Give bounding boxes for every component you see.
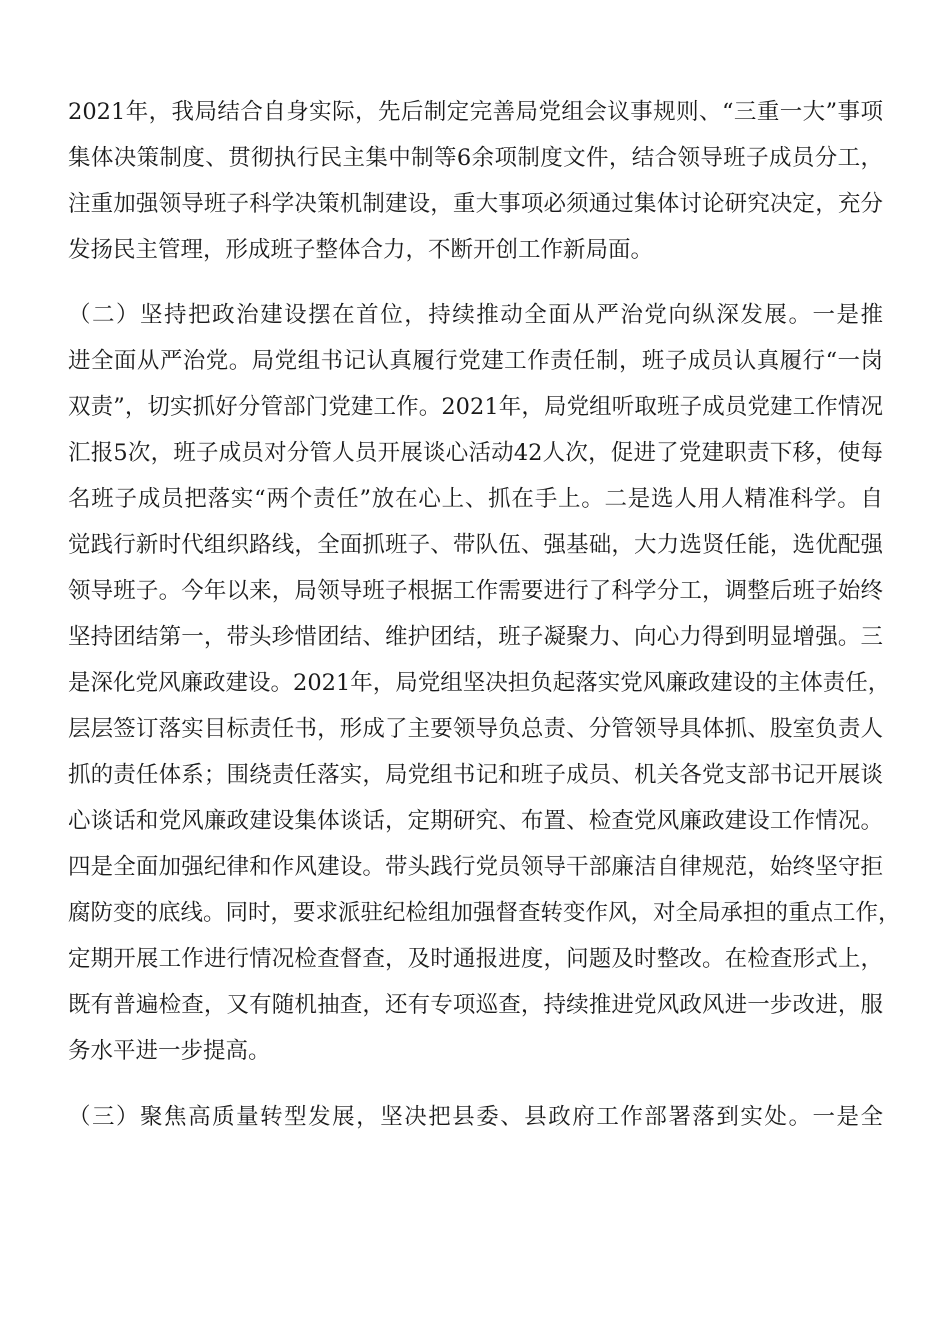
text-line: 四是全面加强纪律和作风建设。带头践行党员领导干部廉洁自律规范，始终坚守拒 bbox=[68, 854, 883, 880]
text-line: 务水平进一步提高。 bbox=[68, 1038, 271, 1064]
text-line: 2021年，我局结合自身实际，先后制定完善局党组会议事规则、“三重一大”事项 bbox=[68, 99, 883, 125]
text-line: 双责”，切实抓好分管部门党建工作。2021年，局党组听取班子成员党建工作情况 bbox=[68, 394, 883, 420]
text-line: 心谈话和党风廉政建设集体谈话，定期研究、布置、检查党风廉政建设工作情况。 bbox=[68, 808, 883, 834]
text-line: 觉践行新时代组织路线，全面抓班子、带队伍、强基础，大力选贤任能，选优配强 bbox=[68, 532, 883, 558]
text-line: 坚持团结第一，带头珍惜团结、维护团结，班子凝聚力、向心力得到明显增强。三 bbox=[68, 624, 883, 650]
text-line: 是深化党风廉政建设。2021年，局党组坚决担负起落实党风廉政建设的主体责任， bbox=[68, 670, 891, 696]
text-line: 抓的责任体系；围绕责任落实，局党组书记和班子成员、机关各党支部书记开展谈 bbox=[68, 762, 883, 788]
paragraph-first-line: （三）聚焦高质量转型发展，坚决把县委、县政府工作部署落到实处。一是全 bbox=[68, 1104, 883, 1130]
text-line: 既有普遍检查，又有随机抽查，还有专项巡查，持续推进党风政风进一步改进，服 bbox=[68, 992, 883, 1018]
text-line: 层层签订落实目标责任书，形成了主要领导负总责、分管领导具体抓、股室负责人 bbox=[68, 716, 883, 742]
text-line: 汇报5次，班子成员对分管人员开展谈心活动42人次，促进了党建职责下移，使每 bbox=[68, 440, 883, 466]
text-line: 腐防变的底线。同时，要求派驻纪检组加强督查转变作风，对全局承担的重点工作， bbox=[68, 900, 901, 926]
text-line: 注重加强领导班子科学决策机制建设，重大事项必须通过集体讨论研究决定，充分 bbox=[68, 191, 883, 217]
text-line: 定期开展工作进行情况检查督查，及时通报进度，问题及时整改。在检查形式上， bbox=[68, 946, 883, 972]
text-line: 集体决策制度、贯彻执行民主集中制等6余项制度文件，结合领导班子成员分工， bbox=[68, 145, 883, 171]
text-line: 进全面从严治党。局党组书记认真履行党建工作责任制，班子成员认真履行“一岗 bbox=[68, 348, 883, 374]
paragraph-first-line: （二）坚持把政治建设摆在首位，持续推动全面从严治党向纵深发展。一是推 bbox=[68, 302, 883, 328]
text-line: 发扬民主管理，形成班子整体合力，不断开创工作新局面。 bbox=[68, 237, 654, 263]
text-line: 领导班子。今年以来，局领导班子根据工作需要进行了科学分工，调整后班子始终 bbox=[68, 578, 883, 604]
text-line: 名班子成员把落实“两个责任”放在心上、抓在手上。二是选人用人精准科学。自 bbox=[68, 486, 883, 512]
